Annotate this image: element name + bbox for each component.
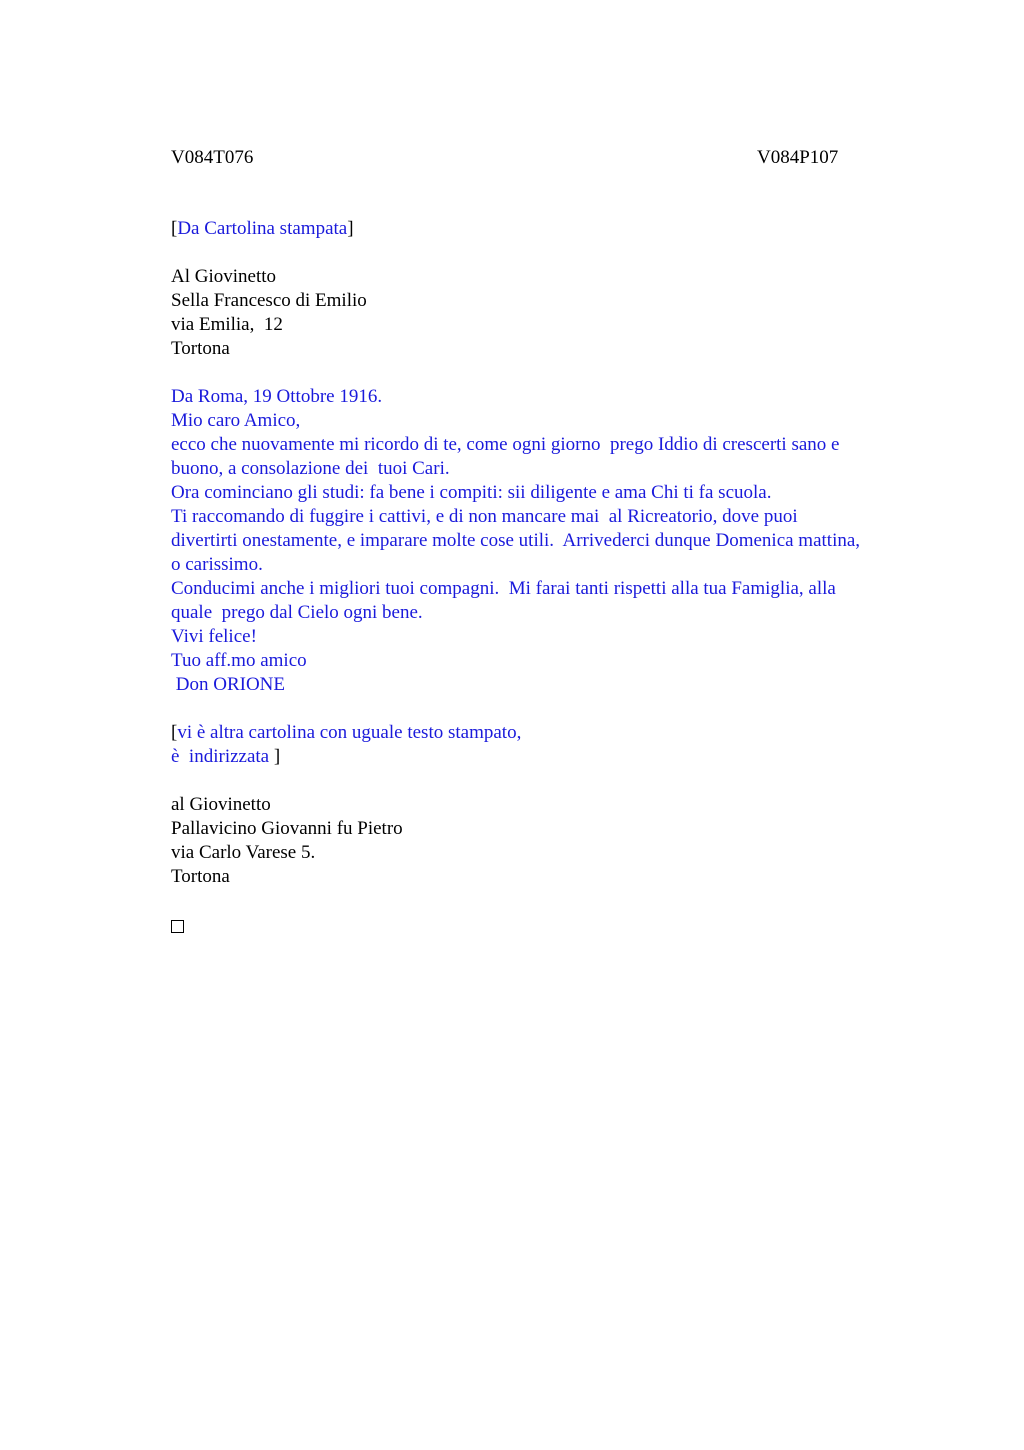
letter-text bbox=[171, 385, 931, 697]
spacer bbox=[171, 361, 931, 385]
letter-date: Da Roma, 19 Ottobre 1916. bbox=[171, 386, 383, 407]
bracket-close: ] bbox=[269, 746, 281, 767]
spacer bbox=[171, 889, 931, 913]
source-note-text: Da Cartolina stampata bbox=[177, 218, 348, 239]
address-block-2 bbox=[171, 793, 931, 889]
letter-line: Ti raccomando di fuggire i cattivi, e di non mancare mai al Ricreatorio, dove puoi bbox=[171, 506, 798, 527]
document-body bbox=[171, 217, 931, 940]
bracket-open: [ bbox=[171, 218, 178, 239]
address1-line: Sella Francesco di Emilio bbox=[171, 290, 367, 311]
letter-line: Conducimi anche i migliori tuoi compagni. Mi farai tanti rispetti alla tua Famiglia, alla bbox=[171, 578, 836, 599]
document-code-left: V084T076 bbox=[171, 147, 254, 168]
document-code-right: V084P107 bbox=[757, 147, 839, 168]
letter-line: Vivi felice! bbox=[171, 626, 257, 647]
letter-line: quale prego dal Cielo ogni bene. bbox=[171, 602, 423, 623]
address2-line: Pallavicino Giovanni fu Pietro bbox=[171, 818, 403, 839]
address1-line: Tortona bbox=[171, 338, 230, 359]
source-note bbox=[171, 217, 931, 241]
letter-line: buono, a consolazione dei tuoi Cari. bbox=[171, 458, 450, 479]
letter-line: divertirti onestamente, e imparare molte cose utili. Arrivederci dunque Domenica mattina, bbox=[171, 530, 861, 551]
letter-signature: Don ORIONE bbox=[171, 674, 285, 695]
letter-closing: Tuo aff.mo amico bbox=[171, 650, 307, 671]
end-square-icon bbox=[171, 920, 184, 933]
spacer bbox=[171, 769, 931, 793]
letter-line: ecco che nuovamente mi ricordo di te, come ogni giorno prego Iddio di crescerti sano e bbox=[171, 434, 840, 455]
second-note-line-2 bbox=[171, 745, 931, 769]
letter-line: Ora cominciano gli studi: fa bene i compiti: sii diligente e ama Chi ti fa scuola. bbox=[171, 482, 772, 503]
letter-salutation: Mio caro Amico, bbox=[171, 410, 301, 431]
address1-line: Al Giovinetto bbox=[171, 266, 277, 287]
letter-line: o carissimo. bbox=[171, 554, 263, 575]
bracket-open: [ bbox=[171, 722, 178, 743]
spacer bbox=[171, 241, 931, 265]
address2-line: Tortona bbox=[171, 866, 230, 887]
address2-line: al Giovinetto bbox=[171, 794, 271, 815]
address1-line: via Emilia, 12 bbox=[171, 314, 283, 335]
second-note-line-1 bbox=[171, 721, 931, 745]
spacer bbox=[171, 697, 931, 721]
address-block-1 bbox=[171, 265, 931, 361]
second-note-text-1: vi è altra cartolina con uguale testo stampato, bbox=[177, 722, 522, 743]
second-note bbox=[171, 721, 931, 769]
second-note-text-2: è indirizzata bbox=[171, 746, 270, 767]
address2-line: via Carlo Varese 5. bbox=[171, 842, 316, 863]
bracket-close: ] bbox=[347, 218, 354, 239]
